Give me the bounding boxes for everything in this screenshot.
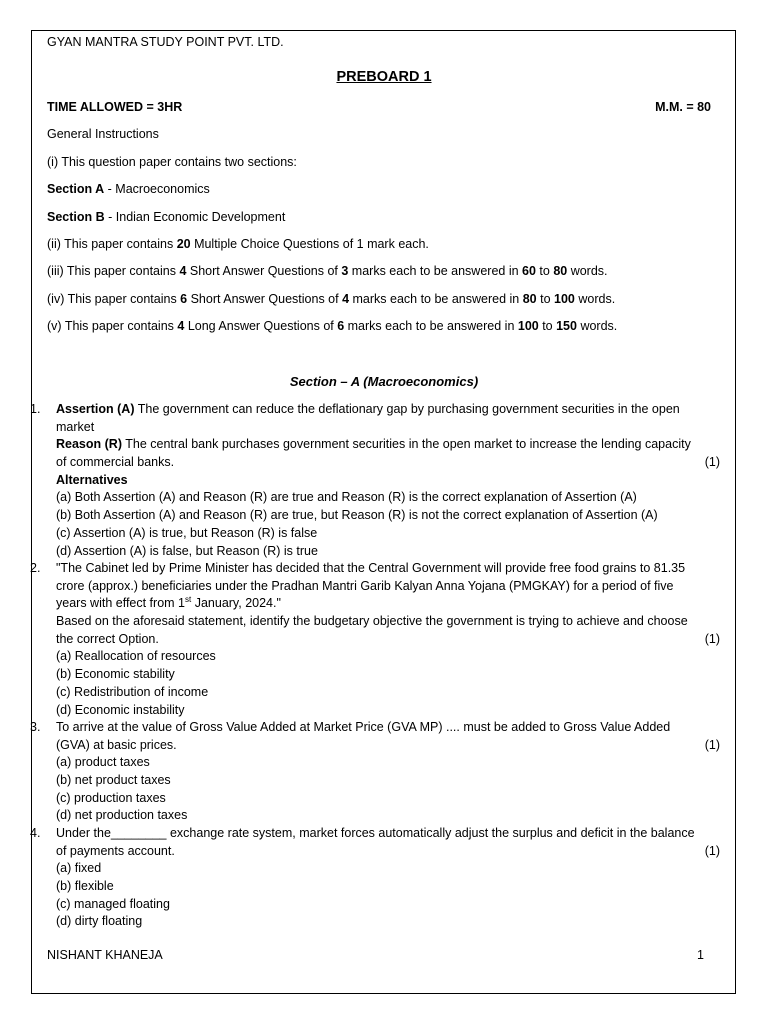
reason-line-2: of commercial banks. (1) — [56, 454, 720, 472]
instruction-section-a: Section A - Macroeconomics — [47, 182, 210, 196]
max-marks: M.M. = 80 — [655, 100, 711, 114]
instruction-section-b: Section B - Indian Economic Development — [47, 210, 286, 224]
question-text-line: the correct Option. (1) — [56, 631, 720, 649]
instruction-v: (v) This paper contains 4 Long Answer Questions of 6 marks each to be answered in 100 to 150 words. — [47, 319, 618, 333]
assertion-line-2: market — [56, 419, 95, 434]
question-text-line: To arrive at the value of Gross Value Added at Market Price (GVA MP) .... must be added to Gross Value Added — [56, 720, 671, 734]
question-4 — [30, 825, 720, 931]
question-number: 1. — [30, 402, 41, 416]
question-text-line: years with effect from 1st January, 2024." — [56, 595, 281, 611]
marks-label: (1) — [704, 631, 720, 646]
option-b: (b) flexible — [56, 879, 114, 894]
option-d: (d) net production taxes — [56, 808, 188, 823]
question-1 — [30, 401, 720, 560]
page-number: 1 — [697, 948, 704, 962]
option-d: (d) Economic instability — [56, 702, 185, 717]
marks-label: (1) — [704, 737, 720, 752]
question-2 — [30, 560, 720, 719]
page-title: PREBOARD 1 — [336, 69, 432, 85]
option-c: (c) managed floating — [56, 896, 170, 911]
option-a: (a) fixed — [56, 861, 102, 876]
option-b: (b) Both Assertion (A) and Reason (R) are true, but Reason (R) is not the correct explanation of Assertion (A) — [56, 508, 658, 523]
option-c: (c) production taxes — [56, 790, 166, 805]
instructions-heading: General Instructions — [47, 127, 159, 141]
option-c: (c) Redistribution of income — [56, 684, 209, 699]
question-text-line: (GVA) at basic prices. (1) — [56, 737, 720, 755]
instruction-iv: (iv) This paper contains 6 Short Answer Questions of 4 marks each to be answered in 80 to 100 words. — [47, 292, 616, 306]
option-b: (b) net product taxes — [56, 773, 171, 788]
option-a: (a) product taxes — [56, 755, 150, 770]
question-text-line: Under the________ exchange rate system, market forces automatically adjust the surplus and deficit in the balance — [56, 826, 695, 840]
question-number: 3. — [30, 720, 41, 734]
marks-label: (1) — [704, 843, 720, 858]
instruction-i: (i) This question paper contains two sections: — [47, 155, 297, 169]
reason-line: Reason (R) The central bank purchases government securities in the open market to increase the lending capacity — [56, 437, 691, 452]
option-d: (d) dirty floating — [56, 914, 143, 929]
instruction-ii: (ii) This paper contains 20 Multiple Choice Questions of 1 mark each. — [47, 237, 429, 251]
option-b: (b) Economic stability — [56, 667, 175, 682]
option-a: (a) Reallocation of resources — [56, 649, 216, 664]
section-a-heading: Section – A (Macroeconomics) — [289, 374, 479, 389]
question-text-line: Based on the aforesaid statement, identify the budgetary objective the government is trying to achieve and choose — [56, 614, 688, 629]
question-text-line: crore (approx.) beneficiaries under the Pradhan Mantri Garib Kalyan Anna Yojana (PMGKAY) for a period of five — [56, 578, 674, 593]
question-text-line: "The Cabinet led by Prime Minister has decided that the Central Government will provide free food grains to 81.35 — [56, 561, 686, 575]
assertion-line: Assertion (A) The government can reduce the deflationary gap by purchasing government securities in the open — [56, 402, 680, 416]
option-c: (c) Assertion (A) is true, but Reason (R) is false — [56, 525, 318, 540]
institute-name: GYAN MANTRA STUDY POINT PVT. LTD. — [47, 35, 284, 49]
question-number: 2. — [30, 561, 41, 575]
alternatives-label: Alternatives — [56, 472, 128, 487]
option-d: (d) Assertion (A) is false, but Reason (R) is true — [56, 543, 318, 558]
footer-author: NISHANT KHANEJA — [47, 948, 163, 962]
option-a: (a) Both Assertion (A) and Reason (R) are true and Reason (R) is the correct explanation of Assertion (A) — [56, 490, 637, 505]
question-text-line: of payments account. (1) — [56, 843, 720, 861]
marks-label: (1) — [704, 455, 720, 470]
question-number: 4. — [30, 826, 41, 840]
time-allowed: TIME ALLOWED = 3HR — [47, 100, 183, 114]
instruction-iii: (iii) This paper contains 4 Short Answer Questions of 3 marks each to be answered in 60 to 80 words. — [47, 264, 608, 278]
question-3 — [30, 719, 720, 825]
